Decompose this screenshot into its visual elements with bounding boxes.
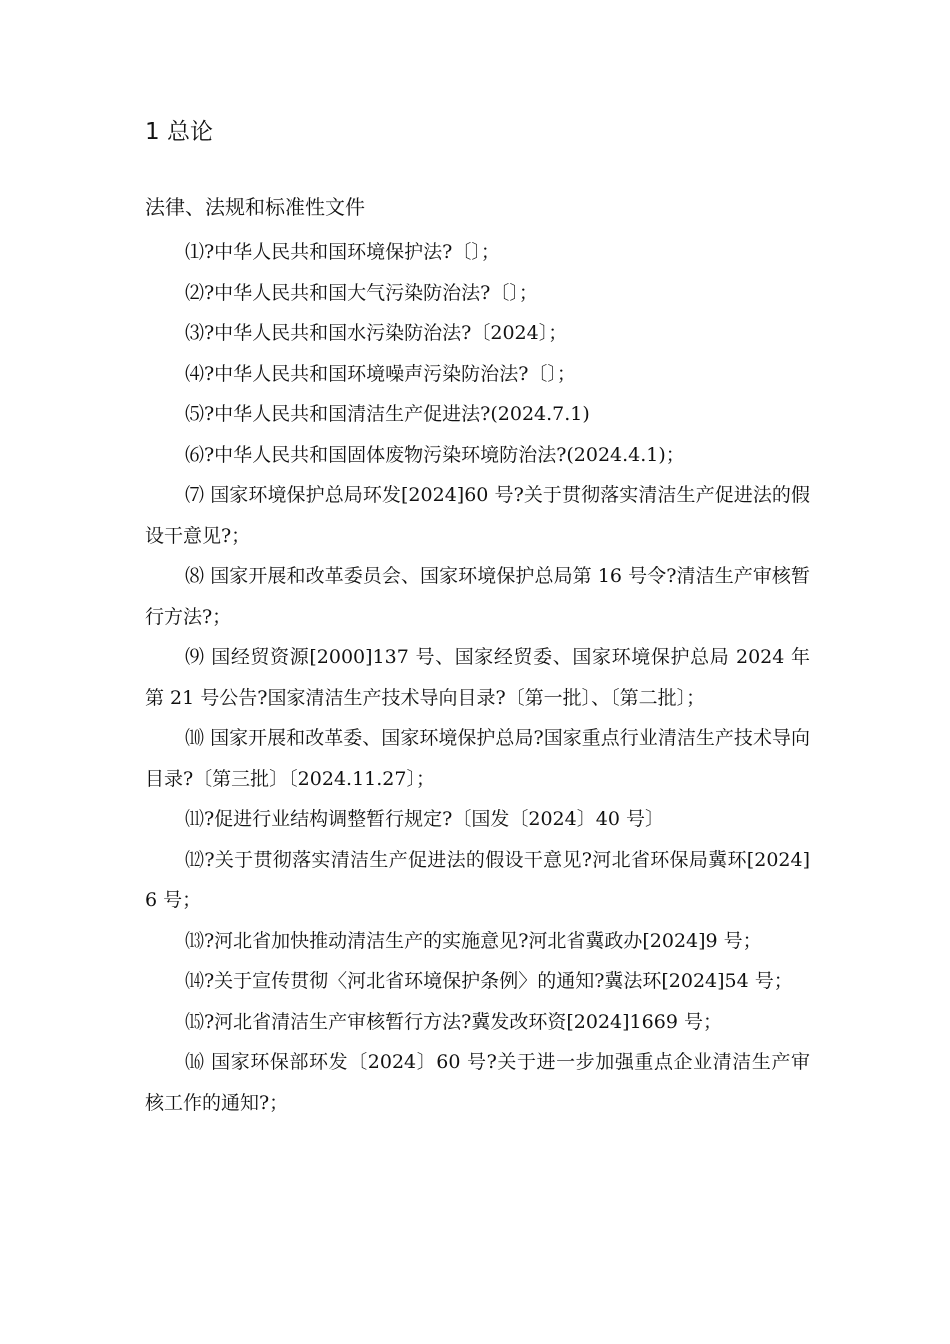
chapter-heading: 1 总论 [145, 119, 213, 145]
regulation-item: ⒁?关于宣传贯彻〈河北省环境保护条例〉的通知?冀法环[2024]54 号； [185, 970, 793, 992]
regulation-item: ⑾?促进行业结构调整暂行规定?〔国发〔2024〕40 号〕 [185, 808, 664, 830]
regulation-item: ⒃ 国家环保部环发〔2024〕60 号?关于进一步加强重点企业清洁生产审核工作的通知?； [145, 1051, 810, 1114]
regulation-item: ⑶?中华人民共和国水污染防治法?〔2024〕； [185, 322, 568, 344]
regulation-item: ⑹?中华人民共和国固体废物污染环境防治法?(2024.4.1)； [185, 443, 685, 466]
section-label: 法律、法规和标准性文件 [145, 195, 365, 219]
regulation-item: ⑺ 国家环境保护总局环发[2024]60 号?关于贯彻落实清洁生产促进法的假设干意见?； [145, 484, 810, 547]
regulation-item: ⑽ 国家开展和改革委、国家环境保护总局?国家重点行业清洁生产技术导向目录?〔第三批〕〔2024.11.27〕； [145, 727, 810, 790]
regulation-item: ⑻ 国家开展和改革委员会、国家环境保护总局第 16 号令?清洁生产审核暂行方法?； [145, 565, 810, 628]
regulation-item: ⒀?河北省加快推动清洁生产的实施意见?河北省冀政办[2024]9 号； [185, 929, 762, 952]
regulation-item: ⑷?中华人民共和国环境噪声污染防治法?〔〕； [185, 362, 576, 385]
regulation-list [145, 232, 810, 1123]
regulation-item: ⑼ 国经贸资源[2000]137 号、国家经贸委、国家环境保护总局 2024 年第 21 号公告?国家清洁生产技术导向目录?〔第一批〕、〔第二批〕； [145, 646, 810, 709]
regulation-item: ⑴?中华人民共和国环境保护法?〔〕； [185, 241, 500, 263]
regulation-item: ⑸?中华人民共和国清洁生产促进法?(2024.7.1) [185, 403, 590, 425]
regulation-item: ⑿?关于贯彻落实清洁生产促进法的假设干意见?河北省环保局冀环[2024]6 号； [145, 848, 810, 911]
regulation-item: ⒂?河北省清洁生产审核暂行方法?冀发改环资[2024]1669 号； [185, 1010, 722, 1033]
regulation-item: ⑵?中华人民共和国大气污染防治法?〔〕； [185, 281, 538, 304]
